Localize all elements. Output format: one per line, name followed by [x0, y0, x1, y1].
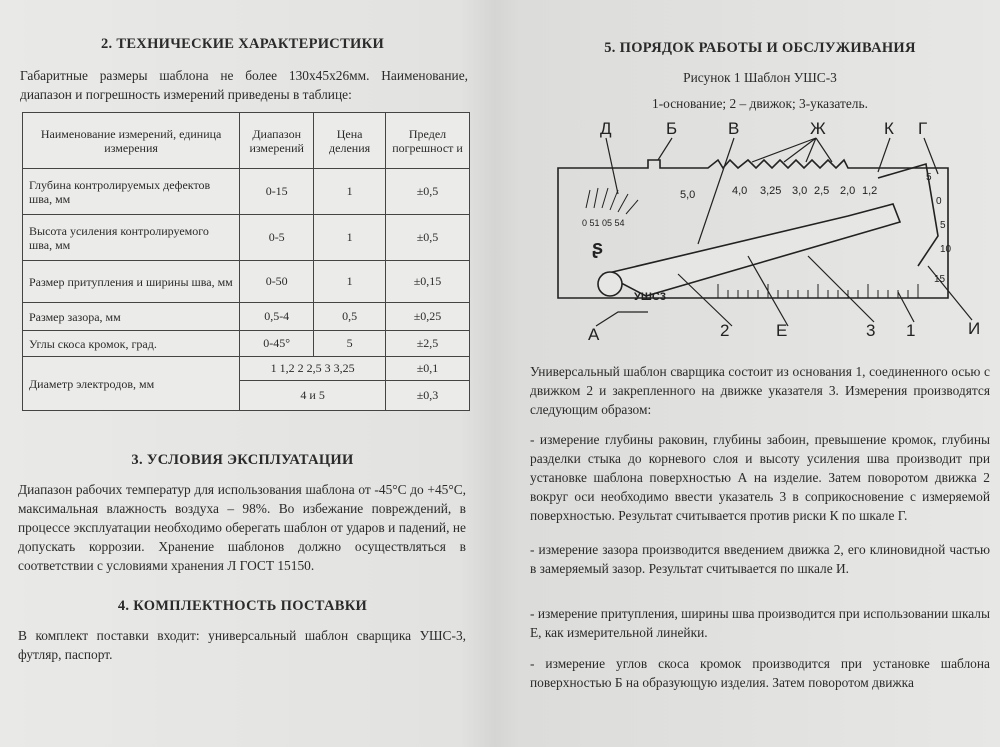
paragraph-2: - измерение глубины раковин, глубины забоин, превышение кромок, глубины разделки стыка до корневого слоя и высоту усиления шва производит при установке шаблона поверхностью А на изделие. Затем поворотом движка 2 вокруг оси необходимо ввести указатель 3 в соприкосновение с измеряемой поверхностью. Результат считывается против риски К по шкале Г.: [530, 432, 990, 523]
scale-label: 2,0: [840, 185, 856, 197]
arc-label: 5: [926, 172, 932, 183]
scale-label: 3,0: [792, 185, 808, 197]
table-cell: 1 1,2 2 2,5 3 3,25: [240, 357, 386, 381]
logo-mark: ʂ: [592, 237, 604, 259]
table-row: [23, 357, 470, 381]
table-header: Предел погрешност и: [386, 113, 470, 169]
table-cell: Размер притупления и ширины шва, мм: [23, 261, 240, 303]
table-cell: Размер зазора, мм: [23, 303, 240, 331]
slider-part-2: [598, 204, 900, 296]
table-cell: ±0,1: [386, 357, 470, 381]
left-page: [0, 0, 485, 747]
table-row: [23, 303, 470, 331]
arc-label: 10: [940, 244, 952, 255]
depth-dial: [586, 188, 638, 214]
figure-legend: 1-основание; 2 – движок; 3-указатель.: [652, 96, 868, 111]
callout-letter: К: [884, 119, 894, 138]
paragraph-5: - измерение углов скоса кромок производится при установке шаблона поверхностью Б на образующую изделия. Затем поворотом движка: [530, 656, 990, 690]
table-row: [23, 215, 470, 261]
callout-letter: В: [728, 119, 740, 138]
callout-letter: Д: [600, 119, 612, 138]
specs-table: [22, 112, 470, 411]
paragraph-1: Универсальный шаблон сварщика состоит из основания 1, соединенного осью с движком 2 и закрепленного на движке указателя 3. Измерения производятся следующим образом:: [530, 364, 990, 417]
section4-title: 4. КОМПЛЕКТНОСТЬ ПОСТАВКИ: [117, 598, 368, 614]
table-cell: 1: [314, 215, 386, 261]
table-header: Диапазон измерений: [240, 113, 314, 169]
scale-label: 3,25: [760, 185, 782, 197]
figure-caption: Рисунок 1 Шаблон УШС-3: [683, 70, 837, 85]
callout-letter: А: [588, 325, 600, 344]
paragraph-4: - измерение притупления, ширины шва производится при использовании шкалы Е, как измерительной линейки.: [530, 606, 990, 640]
table-cell: 5: [314, 331, 386, 357]
scale-label: 2,5: [814, 185, 830, 197]
table-header: Цена деления: [314, 113, 386, 169]
paragraph-3: - измерение зазора производится введением движка 2, его клиновидной частью в замеряемый зазор. Результат считывается по шкале И.: [530, 542, 990, 576]
callout-letter: Г: [918, 119, 928, 138]
table-cell: ±0,25: [386, 303, 470, 331]
section3-text: Диапазон рабочих температур для использования шаблона от -45°С до +45°С, максимальная влажность воздуха – 98%. Во избежание повреждений, в процессе эксплуатации необходимо оберегать шаблон от ударов и падений, не допускать коррозии. Хранение шаблонов должно осуществляться в соответствии с условиями хранения Л ГОСТ 15150.: [18, 482, 466, 573]
table-cell: Глубина контролируемых дефектов шва, мм: [23, 169, 240, 215]
callout-letter: Ж: [810, 119, 826, 138]
table-cell: ±0,15: [386, 261, 470, 303]
scale-label: 4,0: [732, 185, 748, 197]
callout-letter: Б: [666, 119, 678, 138]
table-cell: 0-45°: [240, 331, 314, 357]
table-cell: 4 и 5: [240, 381, 386, 411]
callout-letter: Е: [776, 321, 788, 340]
ruler-scale-e: [718, 284, 918, 298]
scale-label: 1,2: [862, 185, 878, 197]
table-cell: ±0,5: [386, 169, 470, 215]
callout-letter: 2: [720, 321, 730, 340]
table-cell: ±2,5: [386, 331, 470, 357]
right-page: [520, 0, 1000, 747]
dial-numbers: 0 51 05 54: [582, 218, 625, 228]
top-scale-labels: [680, 185, 877, 201]
table-cell: 0,5: [314, 303, 386, 331]
table-cell: ±0,3: [386, 381, 470, 411]
callout-letter: 3: [866, 321, 876, 340]
table-cell: 0,5-4: [240, 303, 314, 331]
table-cell: 0-5: [240, 215, 314, 261]
table-cell: 0-15: [240, 169, 314, 215]
arc-label: 0: [936, 196, 942, 207]
table-row: [23, 331, 470, 357]
welder-gauge-figure: [548, 116, 988, 346]
table-cell: 1: [314, 261, 386, 303]
table-cell: ±0,5: [386, 215, 470, 261]
section2-text: Габаритные размеры шаблона не более 130х45х26мм. Наименование, диапазон и погрешность измерений приведены в таблице:: [20, 68, 468, 102]
callout-letter: И: [968, 319, 981, 338]
table-cell: Диаметр электродов, мм: [23, 357, 240, 411]
callout-letter: 1: [906, 321, 916, 340]
section2-title: 2. ТЕХНИЧЕСКИЕ ХАРАКТЕРИСТИКИ: [100, 36, 385, 52]
section4-text: В комплект поставки входит: универсальный шаблон сварщика УШС-3, футляр, паспорт.: [18, 628, 466, 662]
table-cell: 1: [314, 169, 386, 215]
section5-title: 5. ПОРЯДОК РАБОТЫ И ОБСЛУЖИВАНИЯ: [604, 40, 916, 56]
arc-label: 5: [940, 220, 946, 231]
table-cell: 0-50: [240, 261, 314, 303]
section3-title: 3. УСЛОВИЯ ЭКСПЛУАТАЦИИ: [131, 452, 354, 468]
brand-label: УШС3: [634, 291, 666, 303]
table-cell: Высота усиления контролируемого шва, мм: [23, 215, 240, 261]
table-cell: Углы скоса кромок, град.: [23, 331, 240, 357]
table-row: [23, 261, 470, 303]
table-row: [23, 169, 470, 215]
table-header-row: [23, 113, 470, 169]
arc-label: 15: [934, 274, 946, 285]
table-header: Наименование измерений, единица измерения: [23, 113, 240, 169]
scale-label: 5,0: [680, 189, 696, 201]
